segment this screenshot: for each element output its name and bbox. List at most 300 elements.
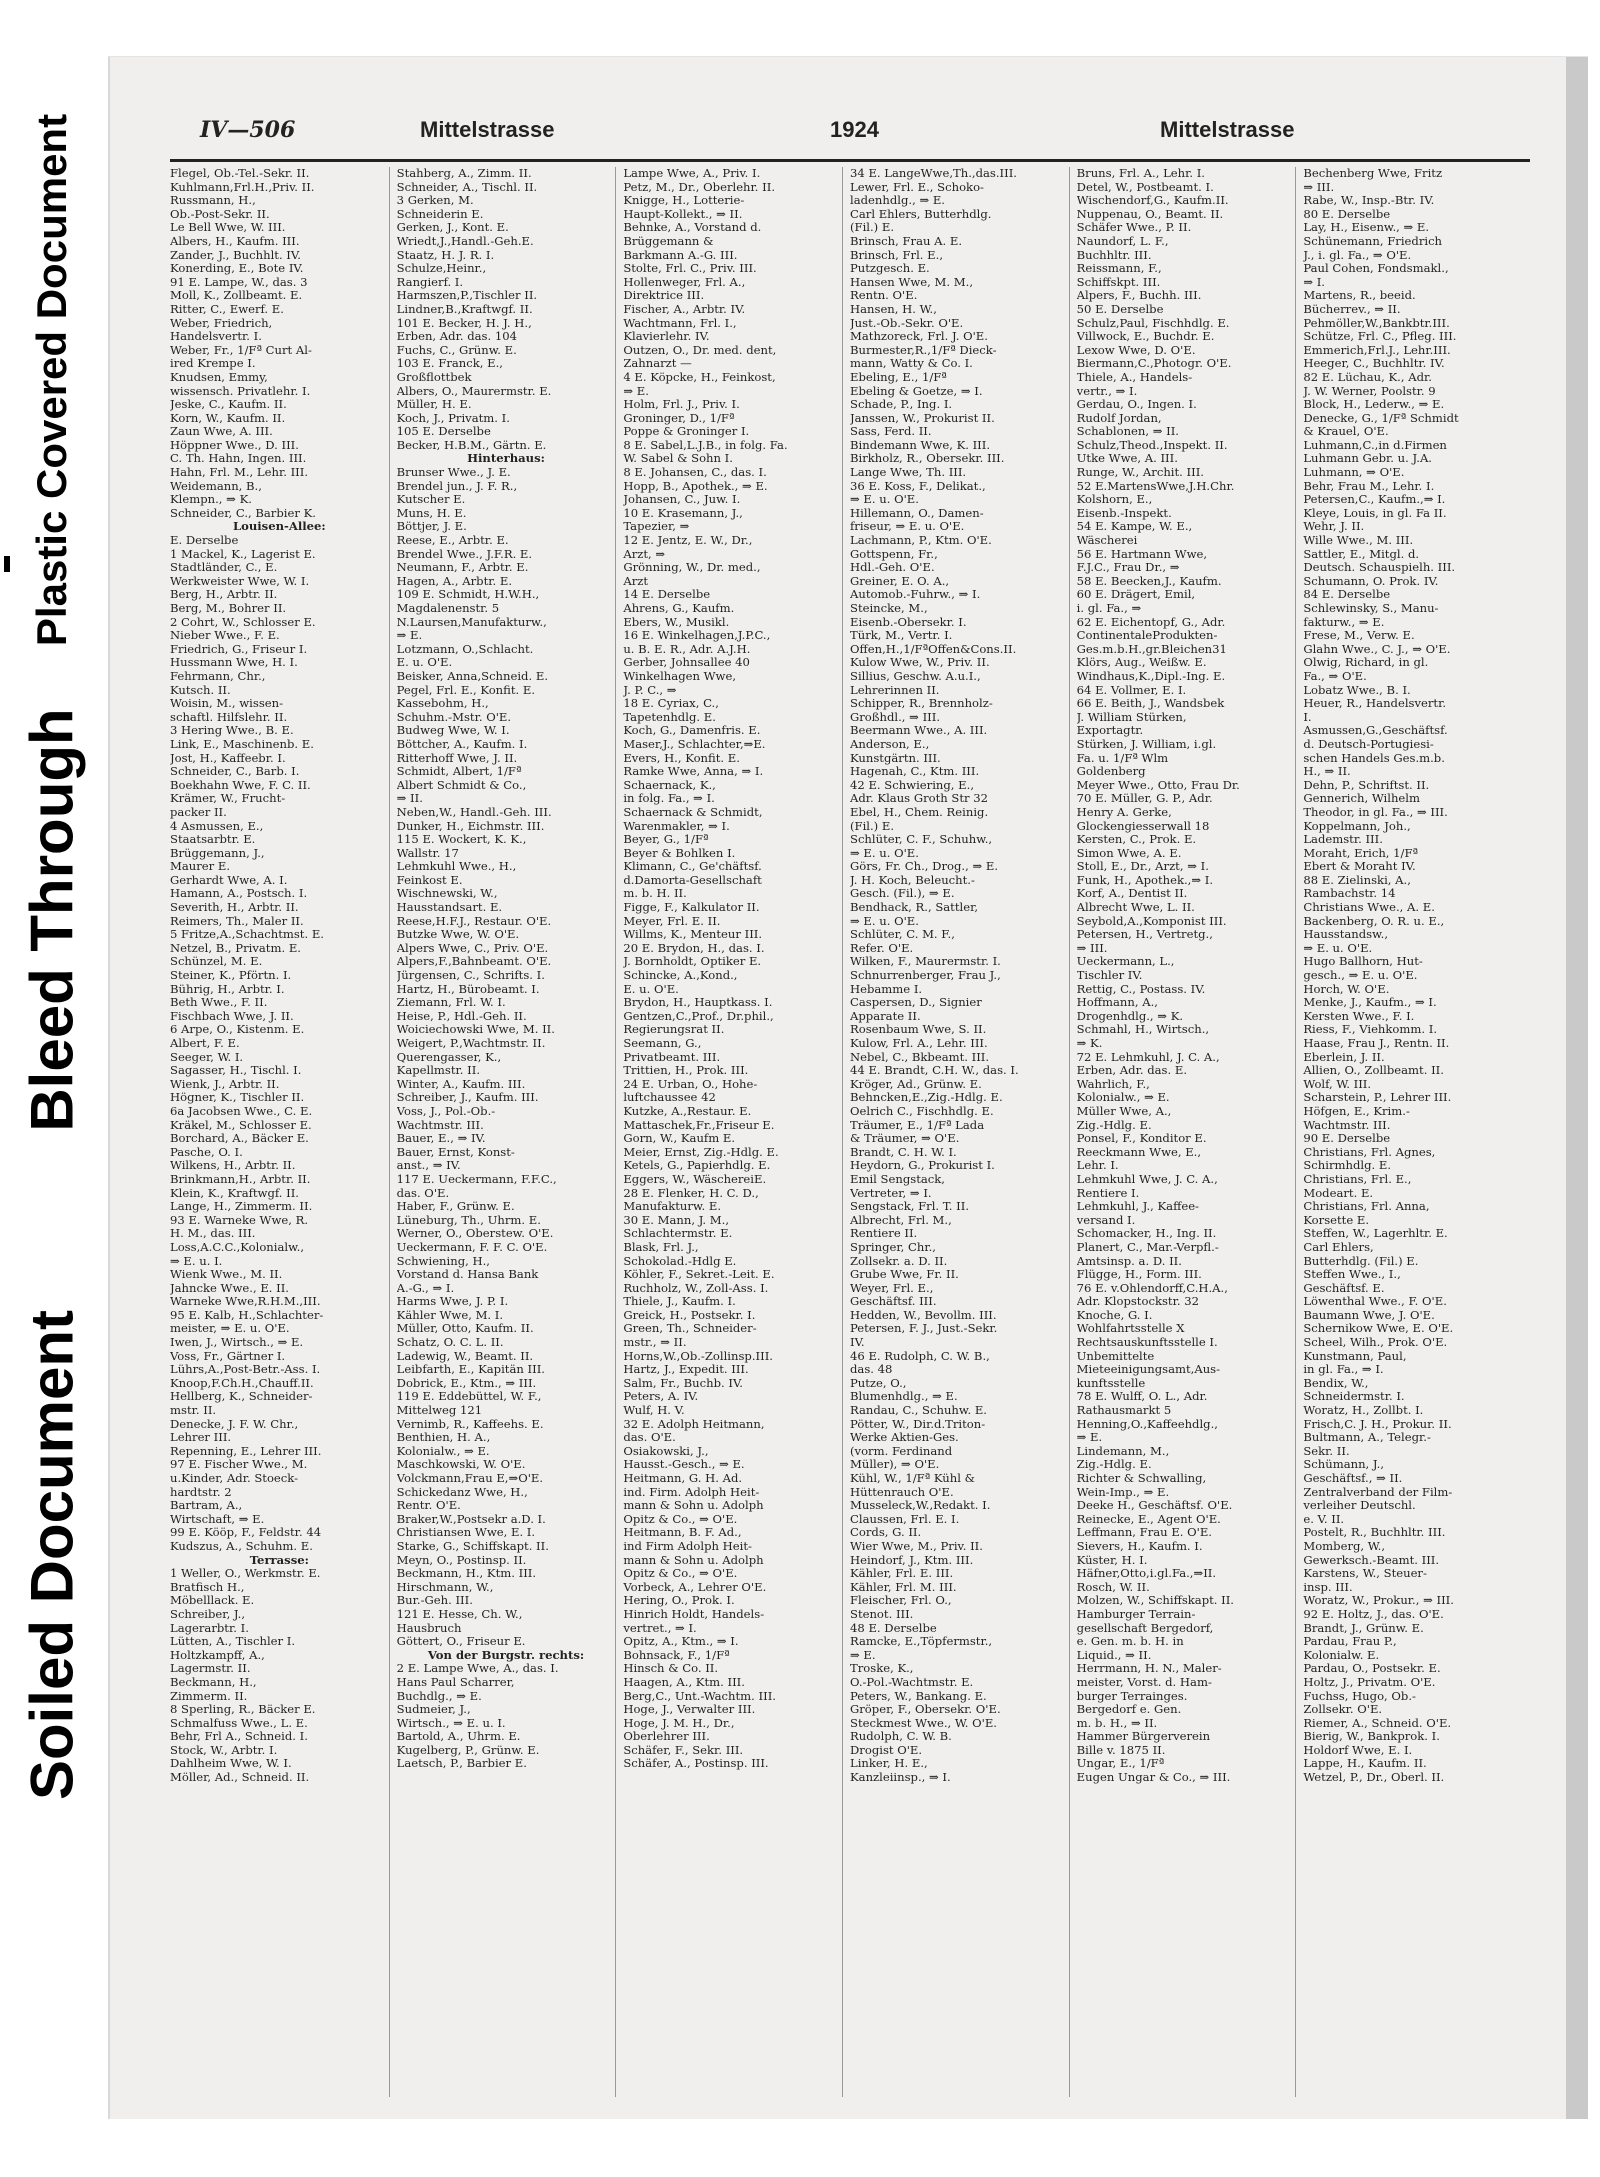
directory-entry: Schulze,Heinr., bbox=[396, 262, 487, 276]
directory-entry: Ebert & Moraht IV. bbox=[1303, 860, 1416, 874]
directory-entry: Hagen, A., Arbtr. E. bbox=[396, 574, 513, 588]
directory-entry: Heeger, C., Buchhltr. IV. bbox=[1303, 357, 1445, 371]
directory-entry: 97 E. Fischer Wwe., M. bbox=[170, 1458, 308, 1472]
directory-entry: Barkmann A.-G. III. bbox=[623, 248, 738, 262]
directory-column bbox=[397, 167, 617, 2097]
directory-entry: Albers, H., Kaufm. III. bbox=[170, 234, 300, 248]
street-heading-right: Mittelstrasse bbox=[1160, 117, 1295, 142]
directory-entry: Schneider, A., Tischl. II. bbox=[396, 180, 538, 194]
directory-entry: Wachtmann, Frl. I., bbox=[623, 316, 737, 330]
directory-entry: Sass, Ferd. II. bbox=[850, 425, 932, 439]
directory-entry: Hebamme I. bbox=[850, 982, 923, 996]
directory-entry: Lobatz Wwe., B. I. bbox=[1303, 683, 1411, 697]
directory-entry: Just.-Ob.-Sekr. O'E. bbox=[850, 316, 964, 330]
directory-entry: Deeke H., Geschäftsf. O'E. bbox=[1076, 1499, 1233, 1513]
directory-entry: d. Deutsch-Portugiesi- bbox=[1303, 737, 1434, 751]
directory-entry: Luhmann, ⇒ O'E. bbox=[1303, 466, 1405, 480]
directory-entry: anst., ⇒ IV. bbox=[396, 1159, 461, 1173]
directory-entry: Kolonialw. E. bbox=[1303, 1648, 1380, 1662]
directory-entry: ladenhdlg., ⇒ E. bbox=[850, 194, 945, 208]
directory-entry: hardtstr. 2 bbox=[170, 1485, 232, 1499]
directory-entry: J., i. gl. Fa., ⇒ O'E. bbox=[1303, 248, 1412, 262]
directory-entry: Rangierf. I. bbox=[396, 275, 464, 289]
directory-entry: Lindner,B.,Kraftwgf. II. bbox=[396, 302, 533, 316]
directory-entry: Emmerich,Frl.J., Lehr.III. bbox=[1303, 343, 1451, 357]
directory-entry: Ueckermann, F. F. C. O'E. bbox=[396, 1240, 548, 1254]
directory-entry: mstr. II. bbox=[170, 1404, 217, 1418]
directory-entry: Rudolf Jordan, bbox=[1076, 411, 1162, 425]
directory-entry: Zahnarzt — bbox=[623, 357, 692, 371]
directory-entry: 72 E. Lehmkuhl, J. C. A., bbox=[1076, 1050, 1220, 1064]
directory-entry: kunftsstelle bbox=[1076, 1376, 1146, 1390]
directory-entry: Jürgensen, C., Schrifts. I. bbox=[396, 969, 545, 983]
directory-entry: Behnke, A., Vorstand d. bbox=[623, 221, 762, 235]
directory-entry: Thiele, A., Handels- bbox=[1076, 370, 1193, 384]
directory-entry: Carl Ehlers, bbox=[1303, 1240, 1374, 1254]
directory-entry: Fuchss, Hugo, Ob.- bbox=[1303, 1689, 1416, 1703]
directory-entry: insp. III. bbox=[1303, 1580, 1353, 1594]
directory-entry: Träumer, E., 1/Fª Lada bbox=[850, 1118, 985, 1132]
directory-entry: Olwig, Richard, in gl. bbox=[1303, 656, 1429, 670]
directory-entry: Carl Ehlers, Butterhdlg. bbox=[850, 207, 992, 221]
directory-entry: Ketels, G., Papierhdlg. E. bbox=[623, 1159, 771, 1173]
directory-entry: Hirschmann, W., bbox=[396, 1580, 494, 1594]
directory-entry: Weber, Friedrich, bbox=[170, 316, 273, 330]
directory-entry: Wulf, H. V. bbox=[623, 1404, 685, 1418]
directory-entry: E. u. O'E. bbox=[396, 656, 453, 670]
directory-entry: mann & Sohn u. Adolph bbox=[623, 1499, 764, 1513]
directory-entry: Jahncke Wwe., E. II. bbox=[170, 1281, 289, 1295]
directory-entry: Schaernack, K., bbox=[623, 778, 716, 792]
directory-entry: gesellschaft Bergedorf, bbox=[1076, 1621, 1214, 1635]
directory-entry: Hamburger Terrain- bbox=[1076, 1607, 1196, 1621]
directory-entry: 76 E. v.Ohlendorff,C.H.A., bbox=[1076, 1281, 1228, 1295]
directory-entry: Bauer, Ernst, Konst- bbox=[396, 1145, 515, 1159]
directory-entry: Klein, K., Kraftwgf. II. bbox=[170, 1186, 299, 1200]
directory-entry: Gentzen,C.,Prof., Dr.phil., bbox=[623, 1009, 774, 1023]
directory-entry: Bindemann Wwe, K. III. bbox=[850, 438, 991, 452]
directory-entry: Klavierlehr. IV. bbox=[623, 330, 710, 344]
directory-entry: Bultmann, A., Telegr.- bbox=[1303, 1431, 1431, 1445]
directory-entry: Brandt, J., Grünw. E. bbox=[1303, 1621, 1424, 1635]
directory-entry: Sievers, H., Kaufm. I. bbox=[1076, 1539, 1203, 1553]
directory-entry: Putzgesch. E. bbox=[850, 262, 930, 276]
directory-entry: Ges.m.b.H.,gr.Bleichen31 bbox=[1076, 642, 1227, 656]
directory-entry: Müller), ⇒ O'E. bbox=[850, 1458, 940, 1472]
directory-entry: Reinecke, E., Agent O'E. bbox=[1076, 1512, 1221, 1526]
directory-entry: Eisenb.-Obersekr. I. bbox=[850, 615, 967, 629]
directory-entry: Schumann, O. Prok. IV. bbox=[1303, 574, 1439, 588]
directory-entry: 109 E. Schmidt, H.W.H., bbox=[396, 588, 540, 602]
directory-entry: 2 Cohrt, W., Schlosser E. bbox=[170, 615, 316, 629]
directory-entry: Richter & Schwalling, bbox=[1076, 1472, 1207, 1485]
directory-entry: 8 E. Johansen, C., das. I. bbox=[623, 466, 767, 480]
directory-entry: Lange, H., Zimmerm. II. bbox=[170, 1200, 313, 1214]
directory-entry: Lewer, Frl. E., Schoko- bbox=[850, 180, 984, 194]
directory-entry: Louisen-Allee: bbox=[232, 520, 326, 534]
directory-entry: Schwiening, H., bbox=[396, 1254, 490, 1268]
directory-column bbox=[1077, 167, 1297, 2097]
directory-entry: 3 Hering Wwe., B. E. bbox=[170, 724, 294, 738]
directory-entry: Lappe, H., Kaufm. II. bbox=[1303, 1757, 1427, 1771]
directory-entry: Ladewig, W., Beamt. II. bbox=[396, 1349, 534, 1363]
directory-entry: Schünemann, Friedrich bbox=[1303, 234, 1443, 248]
directory-entry: Grönning, W., Dr. med., bbox=[623, 561, 761, 575]
directory-entry: mann, Watty & Co. I. bbox=[850, 357, 973, 371]
directory-entry: 88 E. Zielinski, A., bbox=[1303, 873, 1411, 887]
directory-entry: Emil Sengstack, bbox=[850, 1172, 945, 1186]
directory-entry: Hüttenrauch O'E. bbox=[850, 1485, 954, 1499]
directory-entry: luftchaussee 42 bbox=[623, 1091, 716, 1105]
directory-entry: Schreiber, J., bbox=[170, 1607, 246, 1621]
directory-entry: Voss, J., Pol.-Ob.- bbox=[396, 1104, 496, 1118]
directory-entry: Le Bell Wwe, W. III. bbox=[170, 221, 286, 235]
directory-entry: Schincke, A.,Kond., bbox=[623, 969, 738, 983]
directory-entry: Bergedorf e. Gen. bbox=[1076, 1703, 1182, 1717]
directory-entry: 64 E. Vollmer, E. I. bbox=[1076, 683, 1187, 697]
directory-entry: Wein-Imp., ⇒ E. bbox=[1076, 1485, 1170, 1499]
directory-entry: Pardau, Frau P., bbox=[1303, 1635, 1397, 1649]
directory-entry: Loss,A.C.C.,Kolonialw., bbox=[170, 1240, 305, 1254]
directory-entry: e. V. II. bbox=[1303, 1512, 1345, 1526]
directory-entry: Weyer, Frl. E., bbox=[850, 1281, 934, 1295]
directory-entry: Kunstmann, Paul, bbox=[1303, 1349, 1407, 1363]
directory-entry: Backenberg, O. R. u. E., bbox=[1303, 914, 1445, 928]
directory-entry: 2 E. Lampe Wwe, A., das. I. bbox=[396, 1662, 559, 1676]
directory-entry: Klimann, C., Ge'chäftsf. bbox=[623, 860, 762, 874]
directory-entry: Stadtländer, C., E. bbox=[170, 561, 278, 575]
directory-entry: Böttjer, J. E. bbox=[396, 520, 467, 534]
directory-entry: Zollsekr. O'E. bbox=[1303, 1703, 1383, 1717]
directory-entry: Wienk Wwe., M. II. bbox=[170, 1268, 283, 1282]
directory-entry: Buchdlg., ⇒ E. bbox=[396, 1689, 482, 1703]
directory-entry: Staatsarbtr. E. bbox=[170, 833, 256, 847]
directory-entry: Warenmakler, ⇒ I. bbox=[623, 819, 730, 833]
directory-entry: 10 E. Krasemann, J., bbox=[623, 506, 743, 520]
directory-entry: Rabe, W., Insp.-Btr. IV. bbox=[1303, 194, 1435, 208]
directory-entry: Tapezier, ⇒ bbox=[623, 520, 690, 534]
directory-entry: Handelsvertr. I. bbox=[170, 330, 262, 344]
directory-entry: Lotzmann, O.,Schlacht. bbox=[396, 642, 534, 656]
directory-entry: Severith, H., Arbtr. II. bbox=[170, 901, 299, 915]
directory-entry: Schneiderin E. bbox=[396, 207, 484, 221]
directory-entry: Peters, W., Bankang. E. bbox=[850, 1689, 987, 1703]
directory-entry: Lay, H., Eisenw., ⇒ E. bbox=[1303, 221, 1430, 235]
directory-entry: Beisker, Anna,Schneid. E. bbox=[396, 669, 549, 683]
directory-entry: Boekhahn Wwe, F. C. II. bbox=[170, 778, 311, 792]
directory-entry: Holtzkampff, A., bbox=[170, 1648, 265, 1662]
directory-entry: Wahrlich, F., bbox=[1076, 1077, 1150, 1091]
directory-entry: Dehn, P., Schriftst. II. bbox=[1303, 778, 1430, 792]
directory-entry: Harms Wwe, J. P. I. bbox=[396, 1295, 509, 1309]
directory-entry: das. O'E. bbox=[623, 1431, 676, 1445]
page-edge-shadow bbox=[1566, 57, 1588, 2119]
directory-entry: Terrasse: bbox=[249, 1553, 309, 1567]
directory-entry: Wriedt,J.,Handl.-Geh.E. bbox=[396, 234, 534, 248]
directory-entry: Schümann, J., bbox=[1303, 1458, 1385, 1472]
directory-entry: Pegel, Frl. E., Konfit. E. bbox=[396, 683, 536, 697]
directory-entry: Nieber Wwe., F. E. bbox=[170, 629, 280, 643]
directory-entry: Stolte, Frl. C., Priv. III. bbox=[623, 262, 757, 276]
directory-entry: ⇒ III. bbox=[1076, 941, 1108, 955]
directory-entry: Ziemann, Frl. W. I. bbox=[396, 996, 506, 1010]
directory-entry: Repenning, E., Lehrer III. bbox=[170, 1444, 322, 1458]
directory-entry: Kutscher E. bbox=[396, 493, 466, 507]
directory-entry: Osiakowski, J., bbox=[623, 1444, 709, 1458]
directory-entry: Koch, J., Privatm. I. bbox=[396, 411, 510, 425]
directory-entry: Werner, O., Oberstew. O'E. bbox=[396, 1227, 554, 1241]
directory-entry: Weber, Fr., 1/Fª Curt Al- bbox=[170, 343, 312, 357]
directory-entry: Oberlehrer III. bbox=[623, 1730, 710, 1744]
directory-entry: Russmann, H., bbox=[170, 194, 256, 208]
directory-entry: Reeckmann Wwe, E., bbox=[1076, 1145, 1202, 1159]
directory-entry: Steckmest Wwe., W. O'E. bbox=[850, 1716, 997, 1730]
directory-entry: Löwenthal Wwe., F. O'E. bbox=[1303, 1295, 1447, 1309]
directory-entry: Großhdl., ⇒ III. bbox=[850, 710, 941, 724]
directory-entry: Petz, M., Dr., Oberlehr. II. bbox=[623, 180, 776, 194]
directory-entry: Green, Th., Schneider- bbox=[623, 1322, 757, 1336]
directory-entry: Lagermstr. II. bbox=[170, 1662, 251, 1676]
directory-entry: Kräkel, M., Schlosser E. bbox=[170, 1118, 312, 1132]
directory-entry: Dobrick, E., Ktm., ⇒ III. bbox=[396, 1376, 537, 1390]
directory-entry: Scheel, Wilh., Prok. O'E. bbox=[1303, 1336, 1448, 1350]
directory-entry: Holdorf Wwe, E. I. bbox=[1303, 1743, 1413, 1757]
directory-entry: 28 E. Flenker, H. C. D., bbox=[623, 1186, 759, 1200]
directory-entry: Blask, Frl. J., bbox=[623, 1240, 699, 1254]
directory-entry: Wachtmstr. III. bbox=[396, 1118, 484, 1132]
directory-entry: Gottspenn, Fr., bbox=[850, 547, 938, 561]
directory-entry: ⇒ E. bbox=[1076, 1431, 1103, 1445]
directory-entry: Musseleck,W.,Redakt. I. bbox=[850, 1499, 991, 1513]
directory-entry: Erben, Adr. das. E. bbox=[1076, 1064, 1188, 1078]
directory-entry: Schuhm.-Mstr. O'E. bbox=[396, 710, 512, 724]
directory-entry: Lagerarbtr. I. bbox=[170, 1621, 249, 1635]
directory-entry: Hans Paul Scharrer, bbox=[396, 1675, 515, 1689]
directory-entry: 101 E. Becker, H. J. H., bbox=[396, 316, 532, 330]
directory-entry: Heitmann, G. H. Ad. bbox=[623, 1472, 743, 1485]
directory-entry: Wischnewski, W., bbox=[396, 887, 498, 901]
directory-entry: Brinsch, Frau A. E. bbox=[850, 234, 963, 248]
directory-entry: Ebeling & Goetze, ⇒ I. bbox=[850, 384, 983, 398]
directory-entry: 92 E. Holtz, J., das. O'E. bbox=[1303, 1607, 1444, 1621]
directory-entry: Schäfer, A., Postinsp. III. bbox=[623, 1757, 769, 1771]
directory-entry: Hugo Ballhorn, Hut- bbox=[1303, 955, 1423, 969]
directory-entry: Sagasser, H., Tischl. I. bbox=[170, 1064, 302, 1078]
directory-entry: Köhler, F., Sekret.-Leit. E. bbox=[623, 1268, 775, 1282]
directory-entry: das. O'E. bbox=[396, 1186, 450, 1200]
directory-entry: Hinsch & Co. II. bbox=[623, 1662, 719, 1676]
directory-entry: Rentiere II. bbox=[850, 1227, 918, 1241]
directory-entry: Utke Wwe, A. III. bbox=[1076, 452, 1178, 466]
directory-entry: Bratfisch H., bbox=[170, 1580, 245, 1594]
directory-entry: Privatbeamt. III. bbox=[623, 1050, 721, 1064]
directory-entry: 54 E. Kampe, W. E., bbox=[1076, 520, 1193, 534]
directory-entry: Evers, H., Konfit. E. bbox=[623, 751, 740, 765]
directory-entry: Bohnsack, F., 1/Fª bbox=[623, 1648, 730, 1662]
directory-entry: Arzt bbox=[623, 574, 649, 588]
directory-entry: ⇒ E. u. O'E. bbox=[850, 493, 919, 507]
directory-entry: H., ⇒ II. bbox=[1303, 765, 1351, 779]
directory-entry: Pötter, W., Dir.d.Triton- bbox=[850, 1417, 986, 1431]
directory-entry: 36 E. Koss, F., Delikat., bbox=[850, 479, 986, 493]
directory-entry: Regierungsrat II. bbox=[623, 1023, 725, 1037]
directory-entry: Villwock, E., Buchdr. E. bbox=[1076, 330, 1215, 344]
directory-entry: Schünzel, M. E. bbox=[170, 955, 263, 969]
directory-entry: Fuchs, C., Grünw. E. bbox=[396, 343, 517, 357]
directory-entry: Lehr. I. bbox=[1076, 1159, 1119, 1173]
directory-entry: Wolf, W. III. bbox=[1303, 1077, 1372, 1091]
directory-entry: 62 E. Eichentopf, G., Adr. bbox=[1076, 615, 1226, 629]
directory-entry: m. b. H. II. bbox=[623, 887, 687, 901]
directory-entry: Muns, H. E. bbox=[396, 506, 467, 520]
directory-entry: Kolshorn, E., bbox=[1076, 493, 1153, 507]
directory-entry: N.Laursen,Manufakturw., bbox=[396, 615, 547, 629]
directory-entry: Holm, Frl. J., Priv. I. bbox=[623, 398, 740, 412]
directory-entry: Schneider, C., Barb. I. bbox=[170, 765, 300, 779]
directory-entry: Kutzke, A.,Restaur. E. bbox=[623, 1104, 752, 1118]
directory-entry: Höppner Wwe., D. III. bbox=[170, 438, 299, 452]
directory-entry: Hussmann Wwe, H. I. bbox=[170, 656, 298, 670]
directory-entry: Stoll, E., Dr., Arzt, ⇒ I. bbox=[1076, 860, 1209, 874]
directory-entry: I. bbox=[1303, 710, 1312, 724]
directory-entry: Offen,H.,1/FªOffen&Cons.II. bbox=[850, 642, 1017, 656]
directory-entry: Müller, Otto, Kaufm. II. bbox=[396, 1322, 534, 1336]
directory-entry: Steffen Wwe., I., bbox=[1303, 1268, 1401, 1282]
directory-entry: Krämer, W., Frucht- bbox=[170, 792, 286, 806]
directory-entry: Bücherrev., ⇒ II. bbox=[1303, 302, 1401, 316]
directory-entry: Dahlheim Wwe, W. I. bbox=[170, 1757, 292, 1771]
directory-entry: Leffmann, Frau E. O'E. bbox=[1076, 1526, 1212, 1540]
directory-entry: Luhmann Gebr. u. J.A. bbox=[1303, 452, 1432, 466]
directory-entry: 16 E. Winkelhagen,J.P.C., bbox=[623, 629, 771, 643]
directory-entry: Beyer, G., 1/Fª bbox=[623, 833, 709, 847]
directory-entry: Hinterhaus: bbox=[467, 452, 545, 466]
directory-entry: Alpers,F.,Bahnbeamt. O'E. bbox=[396, 955, 552, 969]
directory-entry: Werke Aktien-Ges. bbox=[850, 1431, 959, 1445]
directory-entry: Adr. Klopstockstr. 32 bbox=[1076, 1295, 1199, 1309]
directory-entry: Schütze, Frl. C., Pfleg. III. bbox=[1303, 330, 1457, 344]
directory-entry: packer II. bbox=[170, 805, 227, 819]
directory-entry: J. W. Werner, Poolstr. 9 bbox=[1303, 384, 1436, 398]
directory-entry: Berg, M., Bohrer II. bbox=[170, 602, 287, 615]
directory-entry: Ebers, W., Musikl. bbox=[623, 615, 730, 629]
directory-entry: Müller Wwe, A., bbox=[1076, 1104, 1172, 1118]
directory-entry: 30 E. Mann, J. M., bbox=[623, 1213, 730, 1227]
directory-entry: Pehmöller,W.,Bankbtr.III. bbox=[1303, 316, 1450, 330]
directory-entry: O.-Pol.-Wachtmstr. E. bbox=[850, 1675, 974, 1689]
directory-entry: m. b. H., ⇒ II. bbox=[1076, 1716, 1158, 1730]
directory-entry: Henning,O.,Kaffeehdlg., bbox=[1076, 1417, 1218, 1431]
directory-entry: Heydorn, G., Prokurist I. bbox=[850, 1159, 995, 1173]
directory-entry: ⇒ E. u. I. bbox=[170, 1254, 223, 1268]
directory-entry: Burmester,R.,1/Fª Dieck- bbox=[850, 343, 997, 357]
directory-entry: Lampe Wwe, A., Priv. I. bbox=[623, 167, 761, 180]
year-heading: 1924 bbox=[830, 117, 879, 142]
directory-entry: 5 Fritze,A.,Schachtmst. E. bbox=[170, 928, 324, 942]
directory-entry: Seeger, W. I. bbox=[170, 1050, 244, 1064]
directory-entry: 52 E.MartensWwe,J.H.Chr. bbox=[1076, 479, 1235, 493]
directory-entry: e. Gen. m. b. H. in bbox=[1076, 1635, 1184, 1649]
directory-entry: Seybold,A.,Komponist III. bbox=[1076, 914, 1227, 928]
directory-entry: J. Bornholdt, Optiker E. bbox=[623, 955, 762, 969]
directory-entry: Greick, H., Postsekr. I. bbox=[623, 1308, 756, 1322]
directory-entry: Opitz, A., Ktm., ⇒ I. bbox=[623, 1635, 739, 1649]
directory-entry: Petersen, H., Vertretg., bbox=[1076, 928, 1213, 942]
directory-entry: Zig.-Hdlg. E. bbox=[1076, 1118, 1152, 1132]
directory-entry: Gewerksch.-Beamt. III. bbox=[1303, 1553, 1440, 1567]
directory-entry: Sudmeier, J., bbox=[396, 1703, 471, 1717]
directory-entry: Nebel, C., Bkbeamt. III. bbox=[850, 1050, 990, 1064]
directory-entry: Biermann,C.,Photogr. O'E. bbox=[1076, 357, 1232, 371]
directory-entry: Wachtmstr. III. bbox=[1303, 1118, 1391, 1132]
directory-entry: Konerding, E., Bote IV. bbox=[170, 262, 304, 276]
directory-entry: Beckmann, H., bbox=[170, 1675, 257, 1689]
directory-entry: Kähler, Frl. E. III. bbox=[850, 1567, 954, 1581]
directory-entry: Thiele, J., Kaufm. I. bbox=[623, 1295, 736, 1309]
directory-column bbox=[850, 167, 1070, 2097]
directory-entry: Müller, H. E. bbox=[396, 398, 472, 412]
directory-entry: Laetsch, P., Barbier E. bbox=[396, 1757, 527, 1771]
directory-entry: Gerber, Johnsallee 40 bbox=[623, 656, 750, 670]
directory-entry: Geschäftsf. III. bbox=[850, 1295, 937, 1309]
directory-entry: Möbelllack. E. bbox=[170, 1594, 255, 1608]
directory-entry: Naundorf, L. F., bbox=[1076, 234, 1169, 248]
directory-entry: Wirtschaft, ⇒ E. bbox=[170, 1512, 265, 1526]
directory-entry: Schomacker, H., Ing. II. bbox=[1076, 1227, 1217, 1241]
directory-entry: Schäfer Wwe., P. II. bbox=[1076, 221, 1192, 235]
directory-entry: Arzt, ⇒ bbox=[623, 547, 666, 561]
directory-entry: Horns,W.,Ob.-Zollinsp.III. bbox=[623, 1349, 773, 1363]
directory-entry: Automob.-Fuhrw., ⇒ I. bbox=[850, 588, 981, 602]
directory-entry: (vorm. Ferdinand bbox=[850, 1444, 953, 1458]
directory-entry: Theodor, in gl. Fa., ⇒ III. bbox=[1303, 805, 1448, 819]
directory-entry: Luhmann,C.,in d.Firmen bbox=[1303, 438, 1447, 452]
directory-entry: Drogenhdlg., ⇒ K. bbox=[1076, 1009, 1184, 1023]
directory-entry: Albert Schmidt & Co., bbox=[396, 778, 527, 792]
directory-entry: Drogist O'E. bbox=[850, 1743, 923, 1757]
directory-entry: Reimers, Th., Maler II. bbox=[170, 914, 304, 928]
directory-entry: Fa., ⇒ O'E. bbox=[1303, 669, 1367, 683]
directory-entry: 91 E. Lampe, W., das. 3 bbox=[170, 275, 308, 289]
directory-entry: Adr. Klaus Groth Str 32 bbox=[850, 792, 988, 806]
directory-entry: friseur, ⇒ E. u. O'E. bbox=[850, 520, 965, 534]
directory-entry: Pardau, O., Postsekr. E. bbox=[1303, 1662, 1441, 1676]
directory-entry: Wille Wwe., M. III. bbox=[1303, 534, 1414, 548]
directory-entry: Weigert, P.,Wachtmstr. II. bbox=[396, 1037, 546, 1050]
directory-entry: Volckmann,Frau E,⇒O'E. bbox=[396, 1472, 544, 1485]
directory-entry: Göttert, O., Friseur E. bbox=[396, 1635, 526, 1649]
directory-entry: Wier Wwe, M., Priv. II. bbox=[850, 1539, 983, 1553]
directory-entry: Steffen, W., Lagerhltr. E. bbox=[1303, 1227, 1448, 1241]
directory-entry: C. Th. Hahn, Ingen. III. bbox=[170, 452, 307, 466]
directory-entry: Runge, W., Archit. III. bbox=[1076, 466, 1204, 480]
directory-entry: 90 E. Derselbe bbox=[1303, 1132, 1391, 1146]
directory-entry: Hansen, H. W., bbox=[850, 302, 937, 316]
directory-entry: 24 E. Urban, O., Hohe- bbox=[623, 1077, 758, 1091]
directory-entry: Oelrich C., Fischhdlg. E. bbox=[850, 1104, 994, 1118]
directory-entry: ContinentaleProdukten- bbox=[1076, 629, 1218, 643]
directory-entry: 42 E. Schwiering, E., bbox=[850, 778, 975, 792]
directory-entry: 1 Weller, O., Werkmstr. E. bbox=[170, 1567, 321, 1581]
directory-entry: Behr, Frau M., Lehr. I. bbox=[1303, 479, 1435, 493]
directory-entry: Rettig, C., Postass. IV. bbox=[1076, 982, 1206, 996]
directory-entry: Brendel jun., J. F. R., bbox=[396, 479, 518, 493]
directory-entry: versand I. bbox=[1076, 1213, 1136, 1227]
directory-entry: Schatz, O. C. L. II. bbox=[396, 1336, 504, 1350]
directory-entry: verleiher Deutschl. bbox=[1303, 1499, 1416, 1513]
directory-entry: Refer. O'E. bbox=[850, 941, 914, 955]
directory-entry: (Fil.) E. bbox=[850, 221, 895, 235]
